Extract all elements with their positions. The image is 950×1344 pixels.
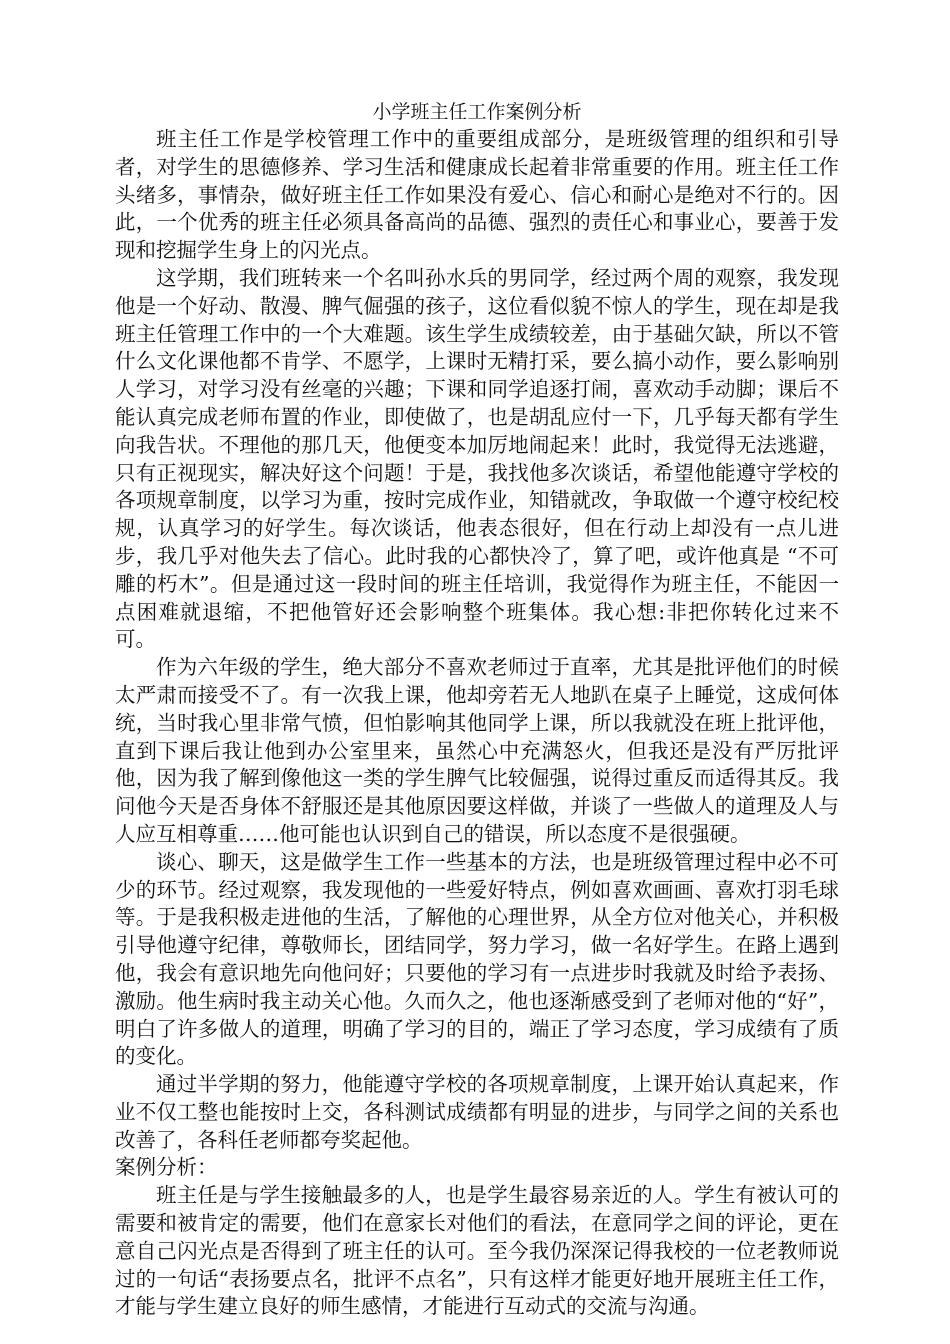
paragraph-analysis: 班主任是与学生接触最多的人，也是学生最容易亲近的人。学生有被认可的需要和被肯定的需要，他们在意家长对他们的看法，在意同学之间的评论，更在意自己闪光点是否得到了班主任的认可。至今我仍深深记得我校的一位老教师说过的一句话“表扬要点名，批评不点名”，只有这样才能更好地开展班主任工作，才能与学生建立良好的师生感情，才能进行互动式的交流与沟通。 bbox=[115, 1183, 839, 1319]
paragraph-case-background: 这学期，我们班转来一个名叫孙水兵的男同学，经过两个周的观察，我发现他是一个好动、散漫、脾气倔强的孩子，这位看似貌不惊人的学生，现在却是我班主任管理工作中的一个大难题。该生学生成绩较差，由于基础欠缺，所以不管什么文化课他都不肯学、不愿学，上课时无精打采，要么搞小动作，要么影响别人学习，对学习没有丝毫的兴趣；下课和同学追逐打闹，喜欢动手动脚；课后不能认真完成老师布置的作业，即使做了，也是胡乱应付一下，几乎每天都有学生向我告状。不理他的那几天，他便变本加厉地闹起来！此时，我觉得无法逃避，只有正视现实，解决好这个问题！于是，我找他多次谈话，希望他能遵守学校的各项规章制度，以学习为重，按时完成作业，知错就改，争取做一个遵守校纪校规，认真学习的好学生。每次谈话，他表态很好，但在行动上却没有一点儿进步，我几乎对他失去了信心。此时我的心都快冷了，算了吧，或许他真是 “不可雕的朽木”。但是通过这一段时间的班主任培训，我觉得作为班主任，不能因一点困难就退缩，不把他管好还会影响整个班集体。我心想:非把你转化过来不可。 bbox=[115, 265, 839, 652]
paragraph-classroom-incident: 作为六年级的学生，绝大部分不喜欢老师过于直率，尤其是批评他们的时候太严肃而接受不了。有一次我上课，他却旁若无人地趴在桌子上睡觉，这成何体统，当时我心里非常气愤，但怕影响其他同学上课，所以我就没在班上批评他，直到下课后我让他到办公室里来，虽然心中充满怒火，但我还是没有严厉批评他，因为我了解到像他这一类的学生脾气比较倔强，说得过重反而适得其反。我问他今天是否身体不舒服还是其他原因要这样做，并谈了一些做人的道理及人与人应互相尊重……他可能也认识到自己的错误，所以态度不是很强硬。 bbox=[115, 655, 839, 846]
analysis-heading: 案例分析： bbox=[115, 1155, 218, 1180]
paragraph-intro: 班主任工作是学校管理工作中的重要组成部分，是班级管理的组织和引导者，对学生的思德修养、学习生活和健康成长起着非常重要的作用。班主任工作头绪多，事情杂，做好班主任工作如果没有爱心、信心和耐心是绝对不行的。因此，一个优秀的班主任必须具备高尚的品德、强烈的责任心和事业心，要善于发现和挖掘学生身上的闪光点。 bbox=[115, 127, 839, 263]
paragraph-heart-to-heart: 谈心、聊天，这是做学生工作一些基本的方法，也是班级管理过程中必不可少的环节。经过观察，我发现他的一些爱好特点，例如喜欢画画、喜欢打羽毛球等。于是我积极走进他的生活，了解他的心理世界，从全方位对他关心，并积极引导他遵守纪律，尊敬师长，团结同学，努力学习，做一名好学生。在路上遇到他，我会有意识地先向他问好；只要他的学习有一点进步时我就及时给予表扬、激励。他生病时我主动关心他。久而久之，他也逐渐感受到了老师对他的“好”，明白了许多做人的道理，明确了学习的目的，端正了学习态度，学习成绩有了质的变化。 bbox=[115, 849, 839, 1069]
document-title: 小学班主任工作案例分析 bbox=[372, 101, 582, 123]
paragraph-outcome: 通过半学期的努力，他能遵守学校的各项规章制度，上课开始认真起来，作业不仅工整也能按时上交，各科测试成绩都有明显的进步，与同学之间的关系也改善了，各科任老师都夸奖起他。 bbox=[115, 1072, 839, 1152]
document-page bbox=[115, 98, 839, 1321]
